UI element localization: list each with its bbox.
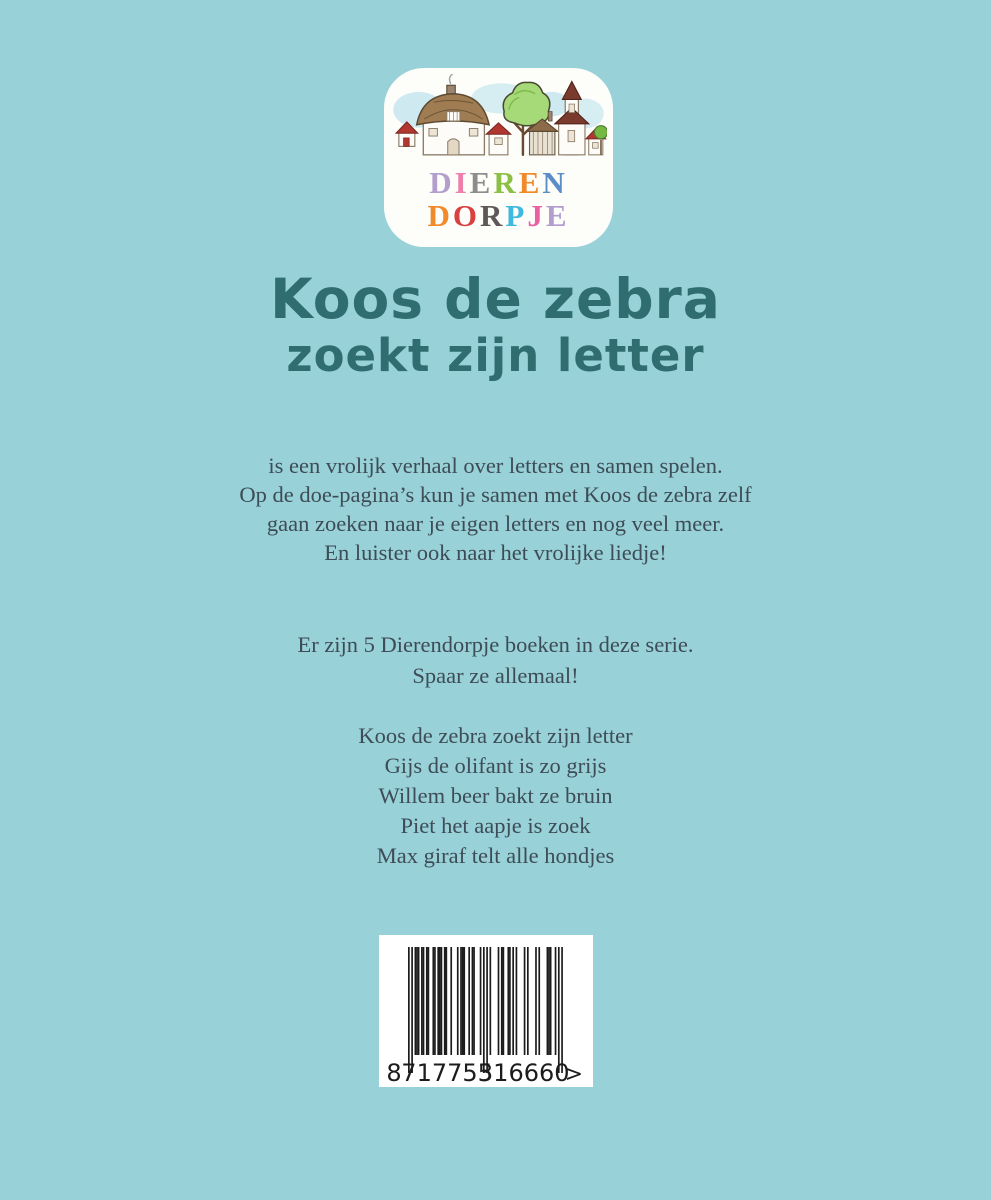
text-line: Piet het aapje is zoek bbox=[400, 813, 591, 838]
logo-letter: P bbox=[505, 198, 528, 233]
dierendorpje-logo-card bbox=[384, 68, 613, 247]
logo-letter: I bbox=[454, 165, 470, 200]
logo-letter: N bbox=[542, 165, 568, 200]
logo-letter: R bbox=[493, 165, 519, 200]
logo-letter: E bbox=[518, 165, 543, 200]
logo-letter: O bbox=[452, 198, 480, 233]
text-line: Gijs de olifant is zo grijs bbox=[384, 753, 607, 778]
book-title-line2: zoekt zijn letter bbox=[286, 329, 705, 382]
book-title-line1: Koos de zebra bbox=[270, 267, 721, 331]
barcode bbox=[379, 935, 593, 1087]
text-line: Koos de zebra zoekt zijn letter bbox=[358, 723, 633, 748]
logo-letter: E bbox=[545, 198, 570, 233]
description-paragraph bbox=[0, 451, 991, 567]
logo-letter: E bbox=[469, 165, 494, 200]
text-line: Max giraf telt alle hondjes bbox=[376, 843, 615, 868]
book-title bbox=[0, 268, 991, 382]
text-line: En luister ook naar het vrolijke liedje! bbox=[324, 540, 667, 565]
barcode-digits-left: 717755 bbox=[401, 1059, 493, 1087]
text-line: Er zijn 5 Dierendorpje boeken in deze serie. bbox=[297, 632, 694, 657]
thatched-cottage-icon bbox=[417, 74, 489, 155]
series-book-list bbox=[0, 721, 991, 871]
small-house-mid-icon bbox=[486, 123, 510, 155]
series-note bbox=[0, 629, 991, 691]
barcode-bars bbox=[379, 935, 593, 1087]
text-line: is een vrolijk verhaal over letters en samen spelen. bbox=[268, 453, 723, 478]
text-line: gaan zoeken naar je eigen letters en nog veel meer. bbox=[266, 511, 725, 536]
logo-letter: D bbox=[427, 198, 453, 233]
text-line: Spaar ze allemaal! bbox=[412, 663, 579, 688]
text-line: Willem beer bakt ze bruin bbox=[378, 783, 613, 808]
logo-letter: J bbox=[527, 198, 546, 233]
barcode-arrow: > bbox=[564, 1062, 584, 1087]
village-illustration bbox=[390, 74, 607, 168]
logo-wordmark-dorpje bbox=[384, 200, 613, 231]
logo-letter: D bbox=[429, 165, 455, 200]
logo-wordmark-dieren bbox=[384, 167, 613, 198]
text-line: Op de doe-pagina’s kun je samen met Koos de zebra zelf bbox=[239, 482, 752, 507]
barcode-digits-right: 316660 bbox=[477, 1059, 570, 1087]
barcode-digit-first: 8 bbox=[386, 1059, 402, 1087]
logo-letter: R bbox=[480, 198, 506, 233]
